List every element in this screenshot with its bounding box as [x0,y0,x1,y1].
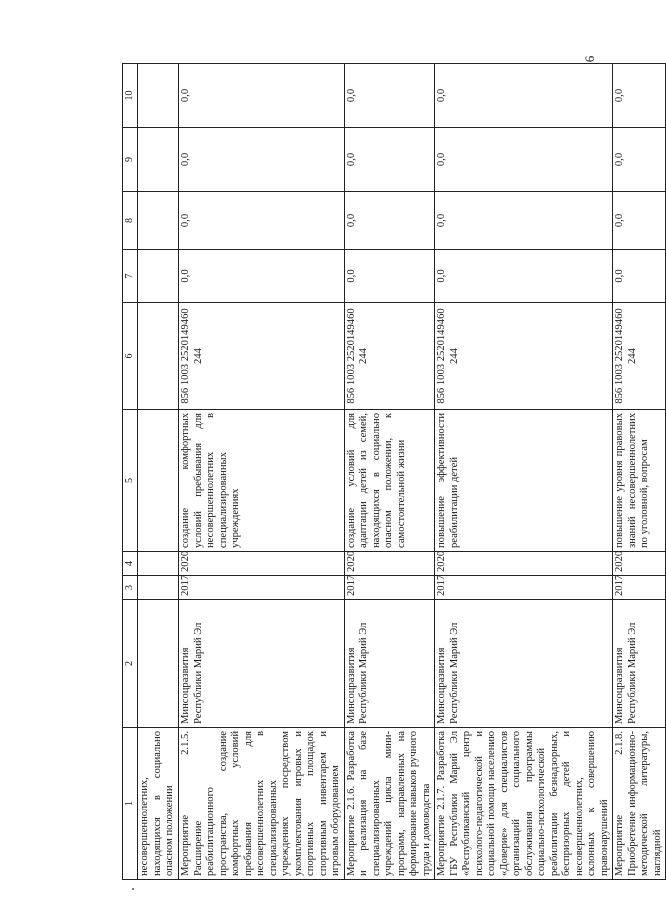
measure-cell: Мероприятие 2.1.6. Разработка и реализация на базе специализированных учреждений цикла мини-программ, направленных на формирование навыков ручного труда и домоводства [344,728,435,880]
col-number: 8 [123,192,138,250]
value-cell: 0,0 [613,250,666,303]
budget-code-cell: 856 1003 2520149460 244 [435,303,613,410]
value-cell: 0,0 [179,192,345,250]
value-cell: 0,0 [344,64,435,128]
page-number: 6 [582,55,597,63]
value-cell: 0,0 [613,64,666,128]
column-number-row [123,64,138,880]
measure-cell: Мероприятие 2.1.7. Разработка ГБУ Республики Марий Эл «Республиканский центр психолого-педагогической и социальной помощи населению «Доверие» для специалистов организаций социального обслуживания программы социально-психологической реабилитации безнадзорных, беспризорных детей и несовершеннолетних, склонных к совершению правонарушений [435,728,613,880]
col-number: 7 [123,250,138,303]
value-cell: 0,0 [179,128,345,192]
col-number: 1 [123,728,138,880]
col-number: 10 [123,64,138,128]
end-year-cell: 2020 [613,552,666,576]
result-cell: повышение уровня правовых знаний несовершеннолетних по уголовной, вопросам [613,410,666,552]
col-number: 3 [123,576,138,600]
empty-cell [138,192,179,250]
value-cell: 0,0 [344,250,435,303]
empty-cell [138,410,179,552]
col-number: 5 [123,410,138,552]
executor-cell: Минсоцразвития Республики Марий Эл [179,600,345,728]
budget-code-cell: 856 1003 2520149460 244 [179,303,345,410]
result-cell: создание условий для адаптации детей из семей, находящихся в социально опасном положении, к самостоятельной жизни [344,410,435,552]
continuation-row [138,64,179,880]
executor-cell: Минсоцразвития Республики Марий Эл [435,600,613,728]
measure-cell: Мероприятие 2.1.8. Приобретение информационно-методической литературы, наглядной [613,728,666,880]
executor-cell: Минсоцразвития Республики Марий Эл [344,600,435,728]
table-row [179,64,345,880]
budget-code-cell: 856 1003 2520149460 244 [344,303,435,410]
start-year-cell: 2017 [179,576,345,600]
table-row [344,64,435,880]
rotated-table-container [122,64,663,880]
empty-cell [138,250,179,303]
budget-code-cell: 856 1003 2520149460 244 [613,303,666,410]
value-cell: 0,0 [435,64,613,128]
value-cell: 0,0 [344,128,435,192]
executor-cell: Минсоцразвития Республики Марий Эл [613,600,666,728]
value-cell: 0,0 [344,192,435,250]
value-cell: 0,0 [613,192,666,250]
empty-cell [138,576,179,600]
table-row [613,64,666,880]
value-cell: 0,0 [435,128,613,192]
measure-cell: Мероприятие 2.1.5. Расширение реабилитационного пространства, создание комфортных условий пребывания для несовершеннолетних в специализированных учреждениях посредством укомплектования игровых и спортивных площадок спортивным инвентарем и игровым оборудованием [179,728,345,880]
scan-speck [132,888,134,890]
value-cell: 0,0 [435,250,613,303]
col-number: 2 [123,600,138,728]
col-number: 6 [123,303,138,410]
value-cell: 0,0 [435,192,613,250]
result-cell: создание комфортных условий пребывания для несовершеннолетних в специализированных учреждениях [179,410,345,552]
value-cell: 0,0 [179,250,345,303]
empty-cell [138,600,179,728]
empty-cell [138,128,179,192]
start-year-cell: 2017 [344,576,435,600]
value-cell: 0,0 [613,128,666,192]
end-year-cell: 2020 [435,552,613,576]
empty-cell [138,552,179,576]
value-cell: 0,0 [179,64,345,128]
end-year-cell: 2020 [179,552,345,576]
continuation-text: несовершеннолетних, находящихся в социально опасном положении [138,728,179,880]
table-row [435,64,613,880]
result-cell: повышение эффективности реабилитации детей [435,410,613,552]
col-number: 9 [123,128,138,192]
start-year-cell: 2017 [435,576,613,600]
measures-table [122,63,666,880]
empty-cell [138,303,179,410]
col-number: 4 [123,552,138,576]
start-year-cell: 2017 [613,576,666,600]
end-year-cell: 2020 [344,552,435,576]
empty-cell [138,64,179,128]
